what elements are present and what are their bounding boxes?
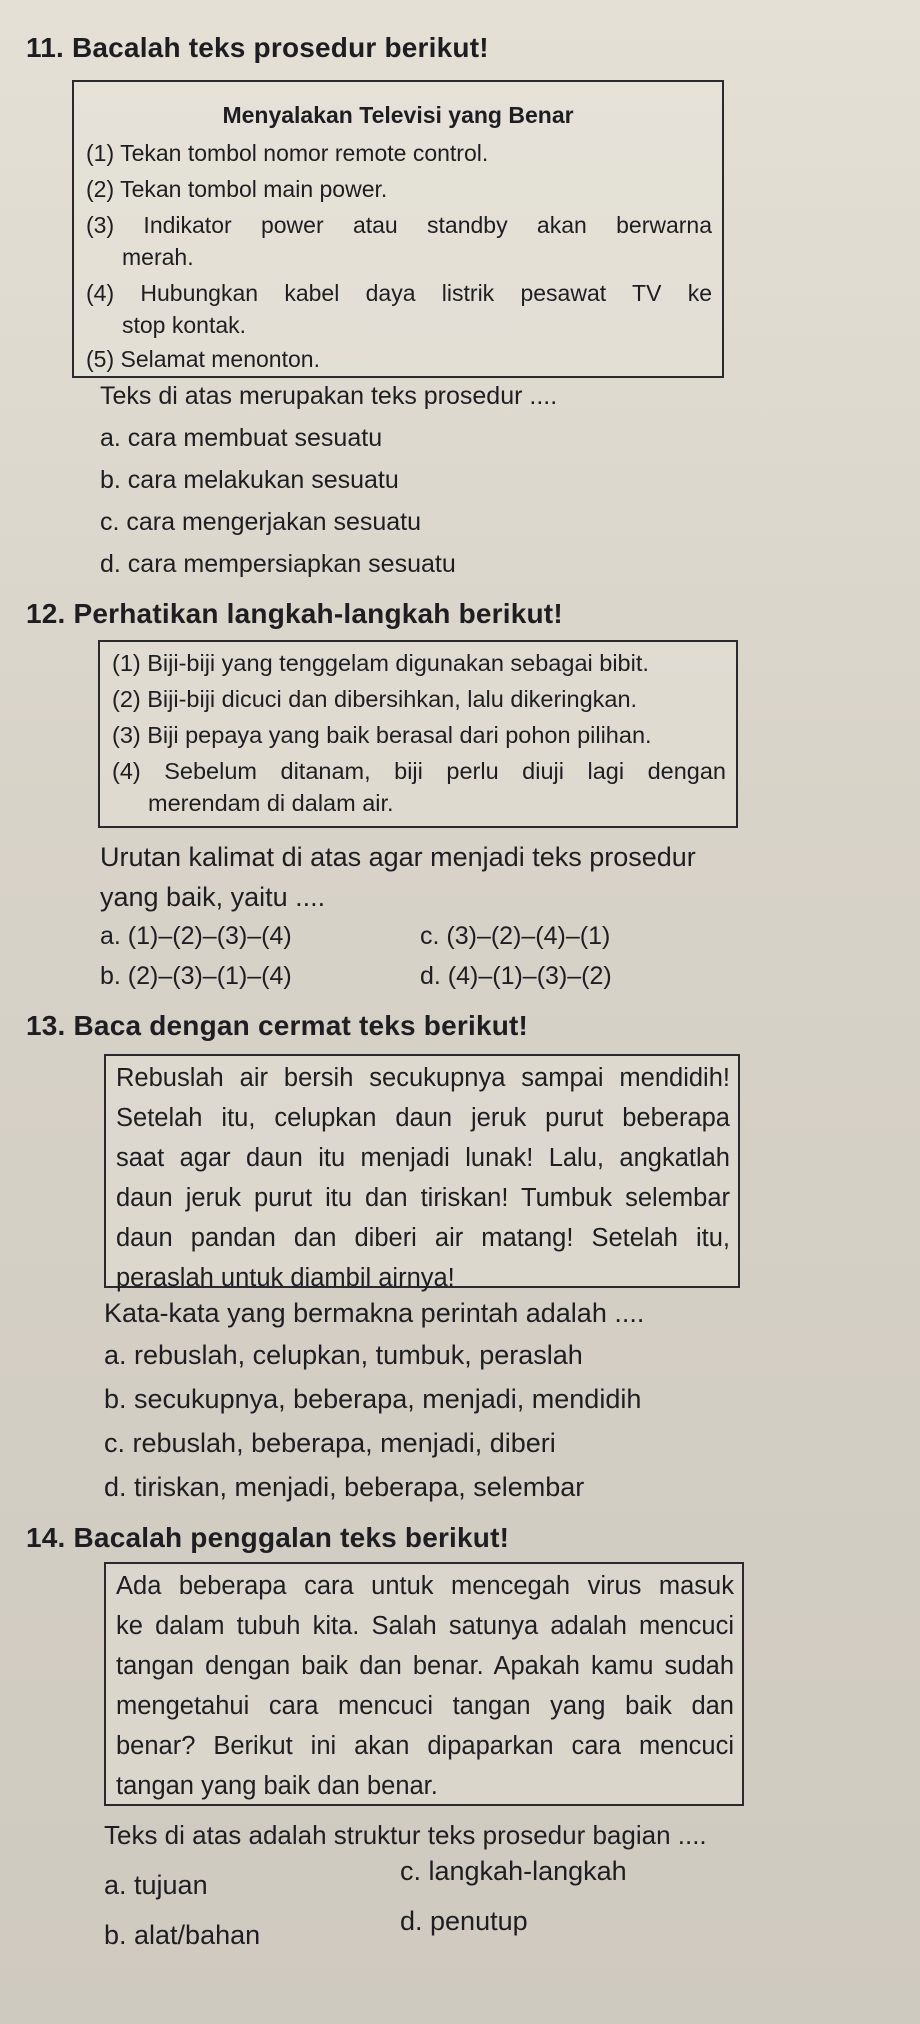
passage-line: Rebuslah air bersih secukupnya sampai mendidih! <box>116 1064 730 1092</box>
option-a[interactable]: a. rebuslah, celupkan, tumbuk, peraslah <box>104 1340 583 1370</box>
text-box-14 <box>104 1562 744 1806</box>
passage-line: tangan yang baik dan benar. <box>116 1772 438 1800</box>
option-c[interactable]: c. langkah-langkah <box>400 1856 627 1886</box>
passage-line: Setelah itu, celupkan daun jeruk purut beberapa <box>116 1104 730 1132</box>
step-line: merah. <box>122 244 194 270</box>
option-b[interactable]: b. alat/bahan <box>104 1920 261 1950</box>
step-line: (3) Biji pepaya yang baik berasal dari pohon pilihan. <box>112 722 652 748</box>
passage-line: daun pandan dan diberi air matang! Setelah itu, <box>116 1224 730 1252</box>
passage-line: Ada beberapa cara untuk mencegah virus masuk <box>116 1572 734 1600</box>
question-13-text: Kata-kata yang bermakna perintah adalah .... <box>104 1298 645 1328</box>
question-14-header: 14. Bacalah penggalan teks berikut! <box>26 1522 510 1553</box>
steps-box-12 <box>98 640 738 828</box>
passage <box>116 1058 730 1298</box>
option-c[interactable]: c. rebuslah, beberapa, menjadi, diberi <box>104 1428 556 1458</box>
passage-line: tangan dengan baik dan benar. Apakah kamu sudah <box>116 1652 734 1680</box>
step-line: (5) Selamat menonton. <box>86 346 320 372</box>
option-b[interactable]: b. cara melakukan sesuatu <box>100 466 399 494</box>
step-line: merendam di dalam air. <box>148 790 394 816</box>
box-title: Menyalakan Televisi yang Benar <box>222 102 574 128</box>
step-line: (2) Biji-biji dicuci dan dibersihkan, lalu dikeringkan. <box>112 686 638 712</box>
question-12-text-1: Urutan kalimat di atas agar menjadi teks prosedur <box>100 842 696 872</box>
option-a[interactable]: a. tujuan <box>104 1870 208 1900</box>
question-12-text-2: yang baik, yaitu .... <box>100 882 326 912</box>
question-11-header: 11. Bacalah teks prosedur berikut! <box>26 32 489 63</box>
option-d[interactable]: d. penutup <box>400 1906 528 1936</box>
passage <box>116 1566 734 1806</box>
question-11-text: Teks di atas merupakan teks prosedur .... <box>100 382 558 410</box>
option-b[interactable]: b. (2)–(3)–(1)–(4) <box>100 962 292 990</box>
option-c[interactable]: c. (3)–(2)–(4)–(1) <box>420 922 611 950</box>
option-b[interactable]: b. secukupnya, beberapa, menjadi, mendidih <box>104 1384 642 1414</box>
option-d[interactable]: d. (4)–(1)–(3)–(2) <box>420 962 612 990</box>
step-line: (1) Biji-biji yang tenggelam digunakan sebagai bibit. <box>112 650 649 676</box>
passage-line: peraslah untuk diambil airnya! <box>116 1264 455 1292</box>
passage-line: benar? Berikut ini akan dipaparkan cara mencuci <box>116 1732 734 1760</box>
step-line: (4) Sebelum ditanam, biji perlu diuji lagi dengan <box>112 758 726 784</box>
step-line: (4) Hubungkan kabel daya listrik pesawat TV ke <box>86 280 712 306</box>
option-d[interactable]: d. tiriskan, menjadi, beberapa, selembar <box>104 1472 585 1502</box>
passage-line: daun jeruk purut itu dan tiriskan! Tumbuk selembar <box>116 1184 730 1212</box>
option-c[interactable]: c. cara mengerjakan sesuatu <box>100 508 422 536</box>
question-13-header: 13. Baca dengan cermat teks berikut! <box>26 1010 529 1041</box>
passage-line: ke dalam tubuh kita. Salah satunya adalah mencuci <box>116 1612 734 1640</box>
question-12-header: 12. Perhatikan langkah-langkah berikut! <box>26 598 563 629</box>
question-14-text: Teks di atas adalah struktur teks prosedur bagian .... <box>104 1820 707 1850</box>
step-line: stop kontak. <box>122 312 247 338</box>
option-a[interactable]: a. cara membuat sesuatu <box>100 424 383 452</box>
passage-line: saat agar daun itu menjadi lunak! Lalu, angkatlah <box>116 1144 730 1172</box>
option-d[interactable]: d. cara mempersiapkan sesuatu <box>100 550 456 578</box>
procedure-box-11 <box>72 80 724 378</box>
step-line: (3) Indikator power atau standby akan berwarna <box>86 212 712 238</box>
step-line: (1) Tekan tombol nomor remote control. <box>86 140 489 166</box>
passage-line: mengetahui cara mencuci tangan yang baik dan <box>116 1692 734 1720</box>
option-a[interactable]: a. (1)–(2)–(3)–(4) <box>100 922 292 950</box>
step-line: (2) Tekan tombol main power. <box>86 176 388 202</box>
text-box-13 <box>104 1054 740 1292</box>
